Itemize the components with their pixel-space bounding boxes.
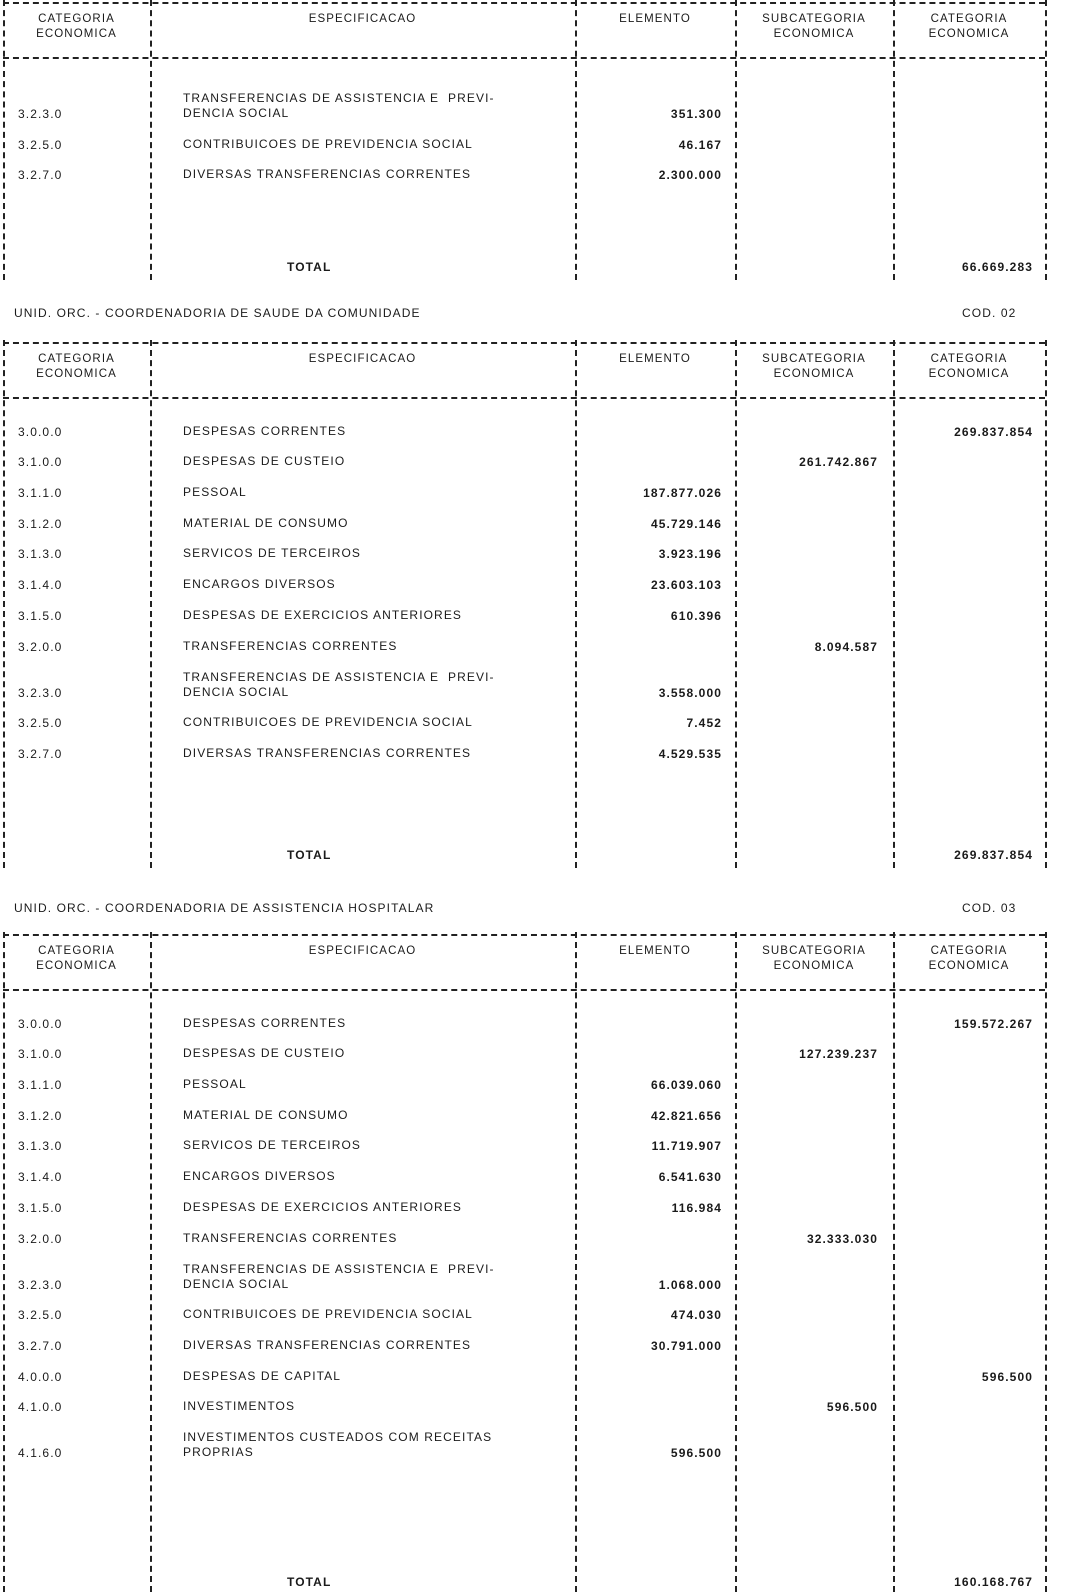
row-description: DIVERSAS TRANSFERENCIAS CORRENTES: [183, 745, 472, 760]
header-line: CATEGORIA: [38, 353, 115, 365]
row-description: DESPESAS DE CAPITAL: [183, 1368, 342, 1383]
table-row: [0, 1184, 1066, 1215]
row-description: INVESTIMENTOS CUSTEADOS COM RECEITAS PROPRIAS: [183, 1430, 493, 1460]
row-code: 3.2.7.0: [18, 1338, 63, 1353]
row-description: CONTRIBUICOES DE PREVIDENCIA SOCIAL: [183, 1307, 473, 1322]
row-code: 3.0.0.0: [18, 424, 63, 439]
row-elemento: 610.396: [670, 608, 722, 623]
header-line: SUBCATEGORIA: [762, 353, 866, 365]
row-description: DESPESAS CORRENTES: [183, 1015, 347, 1030]
row-elemento: 42.821.656: [650, 1108, 722, 1123]
row-description: INVESTIMENTOS: [183, 1399, 296, 1414]
row-code: 3.1.2.0: [18, 516, 63, 531]
table-row: [0, 469, 1066, 500]
row-description: TRANSFERENCIAS DE ASSISTENCIA E PREVI- DENCIA SOCIAL: [183, 91, 495, 120]
table-row: [0, 1061, 1066, 1092]
column-header: [3, 352, 150, 382]
row-code: 4.1.6.0: [18, 1446, 63, 1461]
row-code: 3.1.4.0: [18, 578, 63, 593]
row-code: 3.2.0.0: [18, 639, 63, 654]
column-header: [575, 352, 735, 367]
row-elemento: 66.039.060: [650, 1078, 722, 1093]
total-label: TOTAL: [287, 848, 332, 862]
table-row: [0, 562, 1066, 593]
column-header: [150, 944, 575, 959]
row-description: SERVICOS DE TERCEIROS: [183, 1138, 362, 1153]
table-row: [0, 654, 1066, 700]
row-description: CONTRIBUICOES DE PREVIDENCIA SOCIAL: [183, 136, 473, 151]
row-description: DESPESAS CORRENTES: [183, 423, 347, 438]
row-code: 3.1.1.0: [18, 1078, 63, 1093]
column-header: [735, 352, 893, 382]
budget-section: [0, 895, 1066, 1592]
row-categoria: 159.572.267: [954, 1016, 1033, 1031]
row-code: 4.1.0.0: [18, 1400, 63, 1415]
table-row: [0, 1154, 1066, 1185]
column-header: [3, 12, 150, 42]
total-value: 66.669.283: [961, 260, 1033, 274]
column-header: [575, 12, 735, 27]
row-elemento: 474.030: [670, 1308, 722, 1323]
header-line: ECONOMICA: [773, 28, 855, 40]
row-elemento: 2.300.000: [658, 168, 722, 183]
header-line: ESPECIFICACAO: [308, 353, 417, 365]
unit-title: UNID. ORC. - COORDENADORIA DE ASSISTENCIA HOSPITALAR: [14, 901, 435, 915]
unit-title: UNID. ORC. - COORDENADORIA DE SAUDE DA COMUNIDADE: [14, 306, 421, 320]
table-row: [0, 623, 1066, 654]
row-elemento: 7.452: [686, 716, 722, 731]
row-description: SERVICOS DE TERCEIROS: [183, 546, 362, 561]
table-row: [0, 1246, 1066, 1292]
table-row: [0, 730, 1066, 761]
row-description: DESPESAS DE EXERCICIOS ANTERIORES: [183, 607, 463, 622]
row-elemento: 187.877.026: [643, 486, 722, 501]
row-code: 4.0.0.0: [18, 1369, 63, 1384]
header-line: SUBCATEGORIA: [762, 945, 866, 957]
row-description: ENCARGOS DIVERSOS: [183, 1169, 336, 1184]
table-row: [0, 121, 1066, 152]
table-row: [0, 439, 1066, 470]
header-line: ECONOMICA: [773, 960, 855, 972]
row-code: 3.1.2.0: [18, 1108, 63, 1123]
header-line: ELEMENTO: [619, 945, 691, 957]
header-line: ESPECIFICACAO: [308, 945, 417, 957]
column-header: [150, 352, 575, 367]
row-description: MATERIAL DE CONSUMO: [183, 515, 349, 530]
row-code: 3.1.3.0: [18, 547, 63, 562]
row-code: 3.2.7.0: [18, 746, 63, 761]
table-row: [0, 1353, 1066, 1384]
row-code: 3.2.3.0: [18, 1277, 63, 1292]
row-code: 3.1.5.0: [18, 608, 63, 623]
row-categoria: 269.837.854: [954, 424, 1033, 439]
row-code: 3.2.0.0: [18, 1231, 63, 1246]
row-code: 3.1.4.0: [18, 1170, 63, 1185]
table-row: [0, 500, 1066, 531]
column-header: [735, 944, 893, 974]
row-description: DIVERSAS TRANSFERENCIAS CORRENTES: [183, 167, 472, 182]
row-description: DIVERSAS TRANSFERENCIAS CORRENTES: [183, 1337, 472, 1352]
row-description: MATERIAL DE CONSUMO: [183, 1107, 349, 1122]
header-line: ECONOMICA: [773, 368, 855, 380]
row-elemento: 1.068.000: [658, 1277, 722, 1292]
column-header: [735, 12, 893, 42]
total-value: 269.837.854: [954, 848, 1033, 862]
header-line: ECONOMICA: [928, 28, 1010, 40]
table-row: [0, 1092, 1066, 1123]
row-code: 3.2.5.0: [18, 137, 63, 152]
header-line: ECONOMICA: [36, 28, 117, 40]
row-elemento: 6.541.630: [658, 1170, 722, 1185]
row-code: 3.1.3.0: [18, 1139, 63, 1154]
row-elemento: 3.558.000: [658, 685, 722, 700]
table-row: [0, 1123, 1066, 1154]
dashed-rule: [3, 2, 1045, 4]
row-elemento: 596.500: [670, 1446, 722, 1461]
header-line: ESPECIFICACAO: [308, 13, 417, 25]
row-description: TRANSFERENCIAS DE ASSISTENCIA E PREVI- DENCIA SOCIAL: [183, 669, 495, 699]
row-elemento: 46.167: [678, 137, 722, 152]
column-header: [3, 944, 150, 974]
header-line: CATEGORIA: [930, 13, 1008, 25]
table-row: [0, 700, 1066, 731]
header-line: ELEMENTO: [619, 353, 691, 365]
row-description: PESSOAL: [183, 485, 247, 500]
row-elemento: 116.984: [671, 1200, 722, 1215]
unit-code: COD. 02: [962, 306, 1017, 320]
table-row: [0, 152, 1066, 183]
row-categoria: 596.500: [981, 1369, 1033, 1384]
table-row: [0, 1292, 1066, 1323]
header-line: ECONOMICA: [36, 368, 117, 380]
total-label: TOTAL: [287, 1575, 332, 1589]
table-row: [0, 1384, 1066, 1415]
row-subcategoria: 261.742.867: [799, 455, 878, 470]
header-line: CATEGORIA: [930, 353, 1008, 365]
row-code: 3.2.3.0: [18, 685, 63, 700]
row-elemento: 4.529.535: [658, 746, 722, 761]
header-line: CATEGORIA: [38, 945, 115, 957]
row-subcategoria: 8.094.587: [814, 639, 878, 654]
row-description: TRANSFERENCIAS CORRENTES: [183, 1230, 398, 1245]
table-row: [0, 1031, 1066, 1062]
total-value: 160.168.767: [954, 1575, 1033, 1589]
column-header: [893, 944, 1045, 974]
row-description: TRANSFERENCIAS CORRENTES: [183, 638, 398, 653]
row-description: CONTRIBUICOES DE PREVIDENCIA SOCIAL: [183, 715, 473, 730]
header-line: ECONOMICA: [928, 368, 1010, 380]
table-row: [0, 592, 1066, 623]
table-row: [0, 1414, 1066, 1460]
row-description: DESPESAS DE CUSTEIO: [183, 454, 346, 469]
header-line: SUBCATEGORIA: [762, 13, 866, 25]
row-description: PESSOAL: [183, 1077, 247, 1092]
row-code: 3.1.0.0: [18, 455, 63, 470]
row-elemento: 11.719.907: [651, 1139, 722, 1154]
row-elemento: 3.923.196: [658, 547, 722, 562]
table-row: [0, 531, 1066, 562]
header-line: ELEMENTO: [619, 13, 691, 25]
dashed-rule: [3, 397, 1045, 399]
row-code: 3.0.0.0: [18, 1016, 63, 1031]
row-code: 3.2.5.0: [18, 716, 63, 731]
budget-section: [0, 0, 1066, 280]
row-description: TRANSFERENCIAS DE ASSISTENCIA E PREVI- DENCIA SOCIAL: [183, 1261, 495, 1291]
table-row: [0, 75, 1066, 121]
unit-code: COD. 03: [962, 901, 1017, 915]
dashed-rule: [3, 989, 1045, 991]
budget-section: [0, 300, 1066, 868]
table-row: [0, 1000, 1066, 1031]
row-code: 3.2.7.0: [18, 168, 63, 183]
row-code: 3.1.0.0: [18, 1047, 63, 1062]
column-header: [893, 352, 1045, 382]
row-code: 3.2.3.0: [18, 107, 63, 121]
dashed-rule: [3, 342, 1045, 344]
total-label: TOTAL: [287, 260, 332, 274]
row-elemento: 23.603.103: [650, 578, 722, 593]
row-code: 3.1.5.0: [18, 1200, 63, 1215]
row-code: 3.1.1.0: [18, 486, 63, 501]
header-line: ECONOMICA: [36, 960, 117, 972]
row-description: ENCARGOS DIVERSOS: [183, 577, 336, 592]
header-line: CATEGORIA: [38, 13, 115, 25]
row-description: DESPESAS DE EXERCICIOS ANTERIORES: [183, 1199, 463, 1214]
row-subcategoria: 32.333.030: [806, 1231, 878, 1246]
dashed-rule: [3, 57, 1045, 59]
table-row: [0, 1322, 1066, 1353]
header-line: ECONOMICA: [928, 960, 1010, 972]
row-description: DESPESAS DE CUSTEIO: [183, 1046, 346, 1061]
row-elemento: 30.791.000: [650, 1338, 722, 1353]
row-subcategoria: 596.500: [826, 1400, 878, 1415]
row-elemento: 45.729.146: [650, 516, 722, 531]
column-header: [575, 944, 735, 959]
row-elemento: 351.300: [670, 107, 722, 121]
column-header: [150, 12, 575, 27]
dashed-rule: [3, 934, 1045, 936]
table-row: [0, 1215, 1066, 1246]
table-row: [0, 408, 1066, 439]
header-line: CATEGORIA: [930, 945, 1008, 957]
column-header: [893, 12, 1045, 42]
row-code: 3.2.5.0: [18, 1308, 63, 1323]
row-subcategoria: 127.239.237: [799, 1047, 878, 1062]
